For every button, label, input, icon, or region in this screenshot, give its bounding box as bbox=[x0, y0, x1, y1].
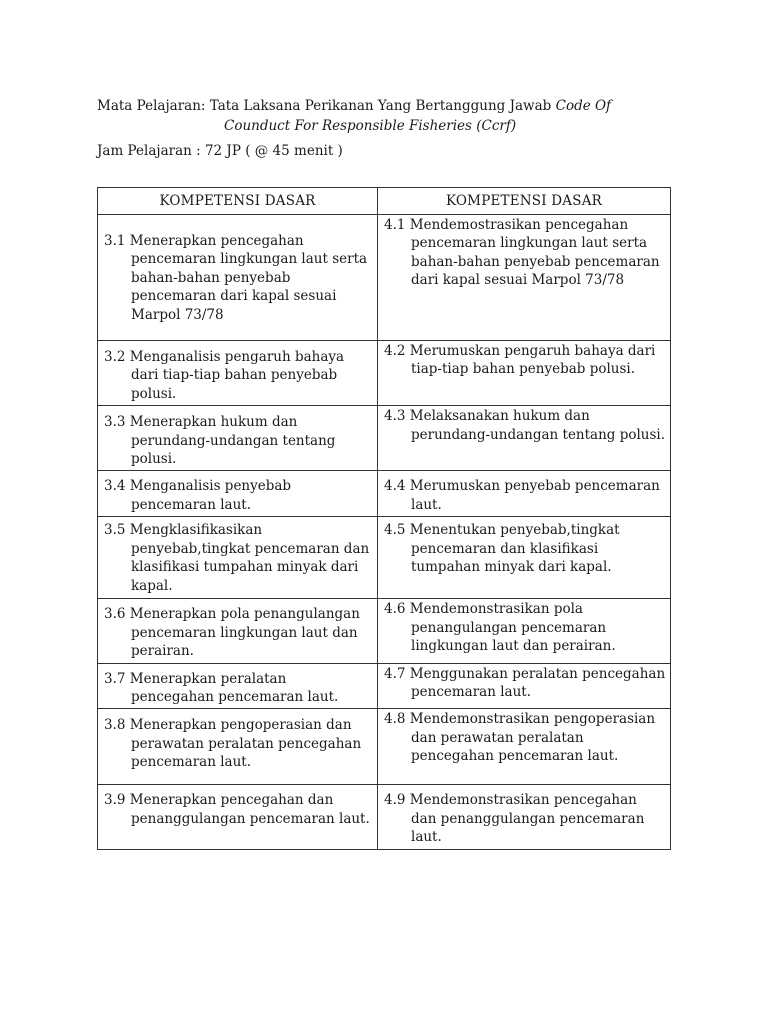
competency-cell-left bbox=[98, 341, 378, 406]
competency-text: 4.7 Menggunakan peralatan pencegahan pencemaran laut. bbox=[384, 665, 666, 701]
competency-text: 3.4 Menganalisis penyebab pencemaran laut. bbox=[104, 478, 292, 513]
competency-cell-left bbox=[98, 785, 378, 849]
competency-text: 3.5 Mengklasifikasikan penyebab,tingkat pencemaran dan klasifikasi tumpahan minyak dari kapal. bbox=[104, 522, 370, 594]
subject-english-name-part1: Code Of bbox=[555, 98, 612, 114]
subject-name: Tata Laksana Perikanan Yang Bertanggung Jawab bbox=[209, 98, 552, 114]
table-row bbox=[98, 517, 671, 599]
competency-text: 3.7 Menerapkan peralatan pencegahan pencemaran laut. bbox=[104, 670, 339, 706]
competency-text: 3.3 Menerapkan hukum dan perundang-undangan tentang polusi. bbox=[104, 414, 336, 468]
competency-cell-right bbox=[378, 663, 671, 709]
competency-cell-right bbox=[378, 599, 671, 663]
competency-text: 3.2 Menganalisis pengaruh bahaya dari tiap-tiap bahan penyebab polusi. bbox=[104, 349, 345, 402]
table-row bbox=[98, 785, 671, 849]
table-row bbox=[98, 709, 671, 785]
table-row bbox=[98, 215, 671, 341]
competency-text: 3.9 Menerapkan pencegahan dan penanggulangan pencemaran laut. bbox=[104, 792, 370, 827]
competency-text: 4.3 Melaksanakan hukum dan perundang-undangan tentang polusi. bbox=[384, 408, 666, 443]
competency-cell-right bbox=[378, 785, 671, 849]
competency-cell-left bbox=[98, 215, 378, 341]
competency-cell-left bbox=[98, 599, 378, 663]
competency-text: 4.6 Mendemonstrasikan pola penangulangan pencemaran lingkungan laut dan perairan. bbox=[384, 601, 616, 655]
table-row bbox=[98, 599, 671, 663]
competency-text: 3.6 Menerapkan pola penangulangan pencemaran lingkungan laut dan perairan. bbox=[104, 606, 360, 660]
competency-text: 4.9 Mendemonstrasikan pencegahan dan penanggulangan pencemaran laut. bbox=[384, 792, 645, 846]
competency-cell-left bbox=[98, 709, 378, 785]
competency-cell-right bbox=[378, 471, 671, 517]
competency-cell-right bbox=[378, 406, 671, 471]
competency-cell-left bbox=[98, 663, 378, 709]
table-header-row bbox=[98, 188, 671, 215]
competency-cell-right bbox=[378, 517, 671, 599]
table-row bbox=[98, 471, 671, 517]
subject-label: Mata Pelajaran: bbox=[97, 98, 206, 114]
competency-cell-right bbox=[378, 341, 671, 406]
table-row bbox=[98, 663, 671, 709]
competency-text: 3.1 Menerapkan pencegahan pencemaran lingkungan laut serta bahan-bahan penyebab pencemaran dari kapal sesuai Marpol 73/78 bbox=[104, 233, 368, 323]
competency-text: 4.2 Merumuskan pengaruh bahaya dari tiap-tiap bahan penyebab polusi. bbox=[384, 343, 656, 378]
competency-text: 4.4 Merumuskan penyebab pencemaran laut. bbox=[384, 478, 660, 513]
subject-line bbox=[97, 97, 687, 116]
column-header-left: KOMPETENSI DASAR bbox=[98, 188, 378, 215]
competency-text: 4.1 Mendemostrasikan pencegahan pencemaran lingkungan laut serta bahan-bahan penyebab pencemaran dari kapal sesuai Marpol 73/78 bbox=[384, 217, 660, 289]
competency-cell-left bbox=[98, 406, 378, 471]
column-header-right: KOMPETENSI DASAR bbox=[378, 188, 671, 215]
competency-text: 4.5 Menentukan penyebab,tingkat pencemaran dan klasifikasi tumpahan minyak dari kapal. bbox=[384, 522, 620, 576]
lesson-hours: Jam Pelajaran : 72 JP ( @ 45 menit ) bbox=[97, 143, 343, 159]
table-row bbox=[98, 341, 671, 406]
subject-english-name-part2: Counduct For Responsible Fisheries (Ccrf) bbox=[224, 118, 517, 134]
table-row bbox=[98, 406, 671, 471]
competency-table bbox=[97, 187, 671, 850]
competency-cell-right bbox=[378, 215, 671, 341]
competency-text: 3.8 Menerapkan pengoperasian dan perawatan peralatan pencegahan pencemaran laut. bbox=[104, 717, 362, 771]
competency-cell-left bbox=[98, 471, 378, 517]
competency-text: 4.8 Mendemonstrasikan pengoperasian dan perawatan peralatan pencegahan pencemaran laut. bbox=[384, 711, 656, 765]
competency-cell-left bbox=[98, 517, 378, 599]
competency-cell-right bbox=[378, 709, 671, 785]
